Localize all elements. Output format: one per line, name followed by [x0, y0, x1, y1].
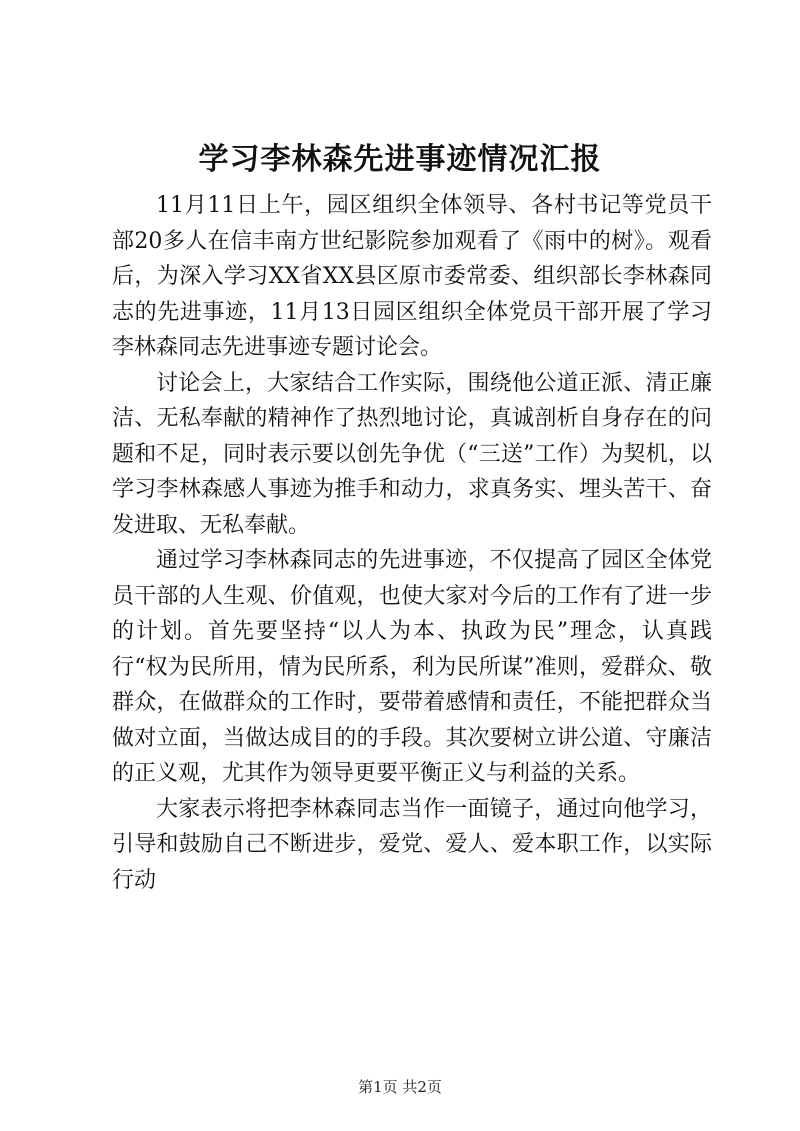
paragraph-1: 11月11日上午，园区组织全体领导、各村书记等党员干部20多人在信丰南方世纪影院参加观看了《雨中的树》。观看后，为深入学习XX省XX县区原市委常委、组织部长李林森同志的先进事迹，11月13日园区组织全体党员干部开展了学习李林森同志先进事迹专题讨论会。	[112, 193, 712, 360]
document-title: 学习李林森先进事迹情况汇报	[198, 142, 602, 177]
paragraph-4: 大家表示将把李林森同志当作一面镜子，通过向他学习，引导和鼓励自己不断进步，爱党、爱人、爱本职工作，以实际行动	[112, 796, 712, 893]
page-footer: 第1页 共2页	[358, 1078, 442, 1096]
paragraph-3: 通过学习李林森同志的先进事迹，不仅提高了园区全体党员干部的人生观、价值观，也使大家对今后的工作有了进一步的计划。首先要坚持“以人为本、执政为民”理念，认真践行“权为民所用，情为民所系，利为民所谋”准则，爱群众、敬群众，在做群众的工作时，要带着感情和责任，不能把群众当做对立面，当做达成目的的手段。其次要树立讲公道、守廉洁的正义观，尤其作为领导更要平衡正义与利益的关系。	[112, 548, 712, 786]
document-body	[112, 188, 712, 898]
paragraph-2: 讨论会上，大家结合工作实际，围绕他公道正派、清正廉洁、无私奉献的精神作了热烈地讨论，真诚剖析自身存在的问题和不足，同时表示要以创先争优（“三送”工作）为契机，以学习李林森感人事迹为推手和动力，求真务实、埋头苦干、奋发进取、无私奉献。	[112, 370, 712, 538]
